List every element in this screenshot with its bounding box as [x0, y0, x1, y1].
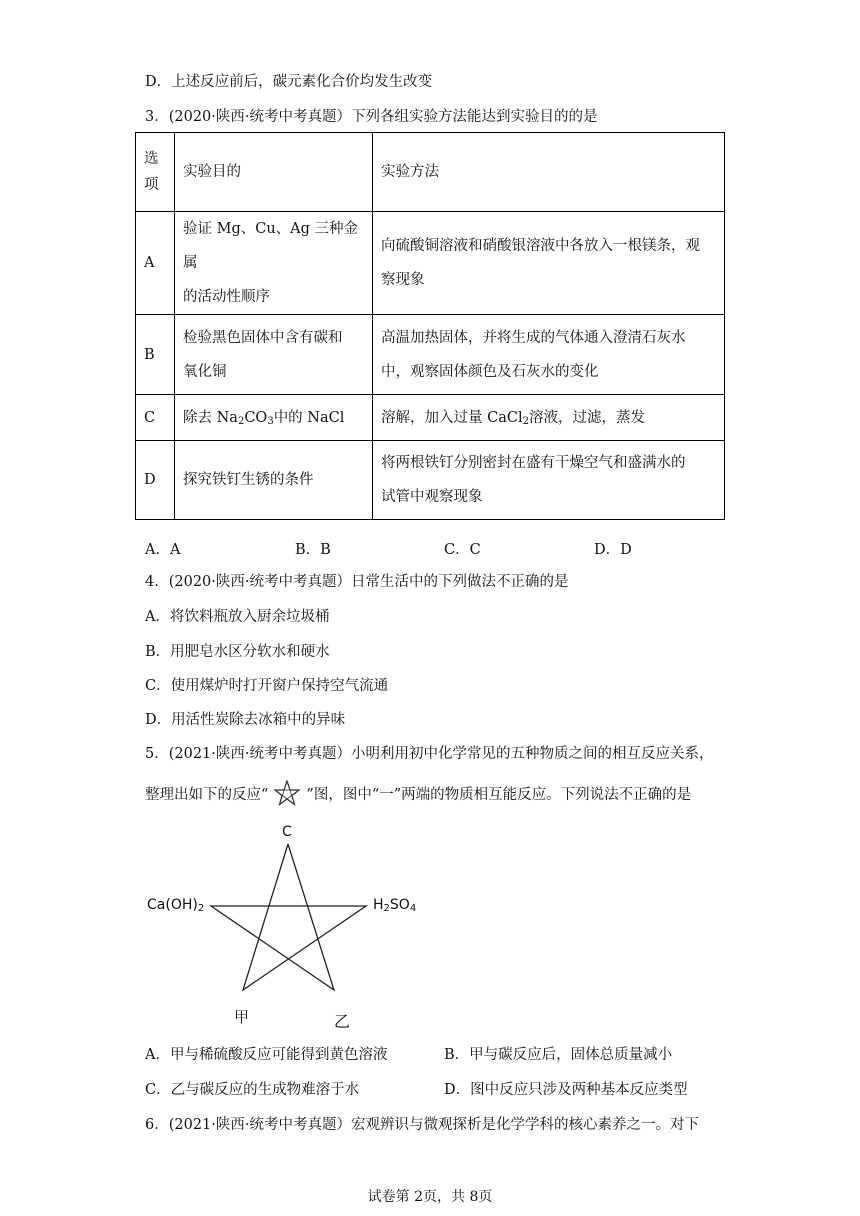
header-purpose: 实验目的	[175, 133, 373, 212]
row-option: A	[136, 212, 175, 315]
label-jia: 甲	[234, 1008, 250, 1026]
table-row	[136, 395, 725, 441]
q3-stem: 3．(2020·陕西·统考中考真题）下列各组实验方法能达到实验目的的是	[145, 109, 598, 125]
q4-option-a: A．将饮料瓶放入厨余垃圾桶	[145, 609, 330, 625]
q5-stem-line1: 5．(2021·陕西·统考中考真题）小明利用初中化学常见的五种物质之间的相互反应关系，	[145, 746, 714, 762]
page-footer: 试卷第 2页，共 8页	[367, 1189, 493, 1205]
experiment-table	[135, 132, 725, 520]
table-row	[136, 315, 725, 395]
table-row	[136, 441, 725, 520]
q5-option-c: C．乙与碳反应的生成物难溶于水	[145, 1082, 360, 1098]
label-calcium-hydroxide: $Ca(OH)_2$	[147, 897, 205, 914]
row-method: 高温加热固体，并将生成的气体通入澄清石灰水 中，观察固体颜色及石灰水的变化	[373, 315, 725, 395]
star-diagram-lines	[145, 820, 435, 1035]
q4-option-b: B．用肥皂水区分软水和硬水	[145, 644, 330, 660]
row-method: 将两根铁钉分别密封在盛有干燥空气和盛满水的 试管中观察现象	[373, 441, 725, 520]
q5-option-b: B．甲与碳反应后，固体总质量减小	[444, 1047, 673, 1063]
row-method: 溶解，加入过量 CaCl$_2$溶液，过滤，蒸发	[373, 395, 725, 441]
header-method: 实验方法	[373, 133, 725, 212]
row-option: C	[136, 395, 175, 441]
q5-option-d: D．图中反应只涉及两种基本反应类型	[444, 1082, 688, 1098]
q3-option-d: D．D	[594, 542, 632, 558]
q6-stem: 6．(2021·陕西·统考中考真题）宏观辨识与微观探析是化学学科的核心素养之一。对下	[145, 1117, 699, 1133]
q2-option-d: D．上述反应前后，碳元素化合价均发生改变	[145, 74, 433, 90]
label-c: C	[282, 824, 292, 840]
star-icon	[274, 780, 300, 806]
row-option: D	[136, 441, 175, 520]
q5-option-a: A．甲与稀硫酸反应可能得到黄色溶液	[145, 1047, 388, 1063]
q4-option-c: C．使用煤炉时打开窗户保持空气流通	[145, 678, 389, 694]
q3-option-b: B．B	[295, 542, 331, 558]
table-row	[136, 212, 725, 315]
q5-stem-line2: 整理出如下的反应“ ”图，图中“一”两端的物质相互能反应。下列说法不正确的是	[145, 780, 691, 806]
q3-option-a: A．A	[145, 542, 181, 558]
row-purpose: 验证 Mg、Cu、Ag 三种金属 的活动性顺序	[175, 212, 373, 315]
row-option: B	[136, 315, 175, 395]
header-option: 选 项	[136, 133, 175, 212]
q3-option-c: C．C	[444, 542, 481, 558]
label-yi: 乙	[334, 1012, 351, 1031]
q4-stem: 4．(2020·陕西·统考中考真题）日常生活中的下列做法不正确的是	[145, 574, 569, 590]
row-purpose: 检验黑色固体中含有碳和 氧化铜	[175, 315, 373, 395]
table-header-row	[136, 133, 725, 212]
q4-option-d: D．用活性炭除去冰箱中的异味	[145, 712, 346, 728]
label-sulfuric-acid: $H_2SO_4$	[373, 897, 417, 914]
row-method: 向硫酸铜溶液和硝酸银溶液中各放入一根镁条，观 察现象	[373, 212, 725, 315]
reaction-star-diagram	[145, 820, 435, 1035]
row-purpose: 探究铁钉生锈的条件	[175, 441, 373, 520]
row-purpose: 除去 $Na_2CO_3$中的 NaCl	[175, 395, 373, 441]
